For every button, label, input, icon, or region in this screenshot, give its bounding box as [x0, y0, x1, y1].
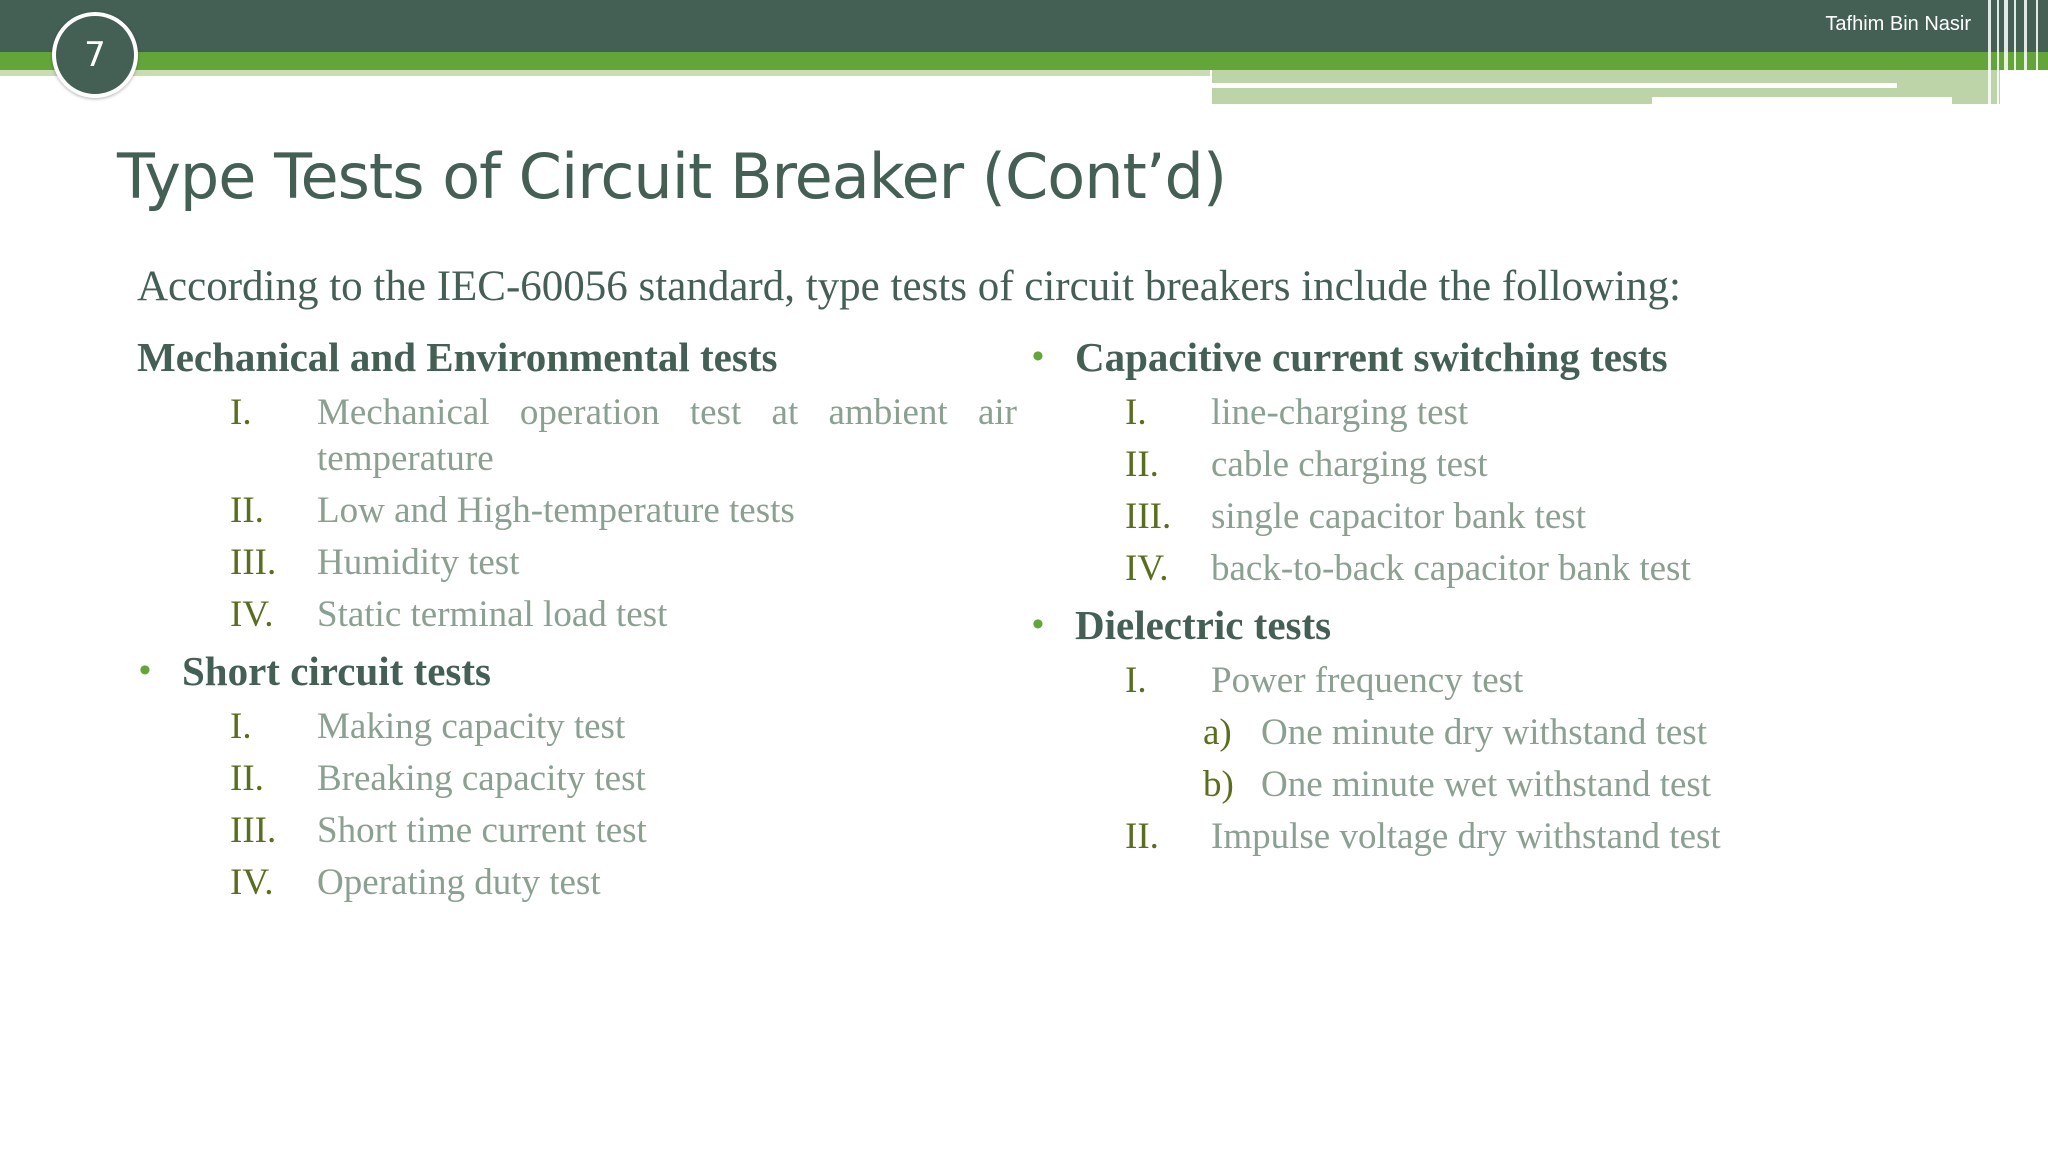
list-number: I.: [1125, 660, 1147, 701]
header-band-green: [0, 52, 2048, 70]
list-text: Breaking capacity test: [317, 758, 646, 799]
list-text: Low and High-temperature tests: [317, 490, 795, 531]
list-text: Mechanical operation test at ambient air temperature: [317, 392, 1017, 479]
list-item: [137, 808, 1017, 854]
header-vertical-line: [2004, 0, 2008, 104]
bullet-icon: •: [1032, 606, 1044, 643]
left-column: [137, 330, 1017, 912]
list-item: [137, 592, 1017, 638]
list-item: [137, 704, 1017, 750]
header-band-right-stripe: [1212, 83, 1897, 88]
header-vertical-line: [2024, 0, 2027, 104]
section-heading: [1030, 330, 1910, 384]
list-number: a): [1203, 712, 1232, 753]
list-item: [1030, 442, 1910, 488]
list-item: [1030, 390, 1910, 436]
list-text: back-to-back capacitor bank test: [1211, 548, 1691, 589]
list-item: [1030, 814, 1910, 860]
list-number: II.: [1125, 444, 1159, 485]
list-number: III.: [230, 810, 277, 851]
section-heading: Mechanical and Environmental tests: [137, 334, 778, 380]
bullet-icon: •: [1032, 338, 1044, 375]
list-number: II.: [230, 490, 264, 531]
list-number: I.: [230, 392, 252, 433]
section-heading-text: Short circuit tests: [182, 648, 491, 694]
section-heading-text: Dielectric tests: [1075, 602, 1332, 648]
list-text: One minute wet withstand test: [1261, 764, 1712, 805]
list-subitem: [1030, 710, 1910, 756]
bullet-icon: •: [139, 652, 151, 689]
list-number: IV.: [1125, 548, 1169, 589]
slide-title: Type Tests of Circuit Breaker (Cont’d): [117, 140, 1227, 213]
list-text: Power frequency test: [1211, 660, 1524, 701]
header-band-dark: [0, 0, 2048, 52]
list-number: III.: [1125, 496, 1172, 537]
list-item: [1030, 658, 1910, 704]
list-text: One minute dry withstand test: [1261, 712, 1707, 753]
section-heading: [1030, 598, 1910, 652]
list-text: Making capacity test: [317, 706, 626, 747]
list-number: IV.: [230, 594, 274, 635]
list-text: single capacitor bank test: [1211, 496, 1587, 537]
list-text: Operating duty test: [317, 862, 601, 903]
slide-number-badge: 7: [52, 12, 138, 98]
list-number: b): [1203, 764, 1234, 805]
header-vertical-line: [1997, 0, 1999, 104]
header-vertical-line: [2036, 0, 2038, 104]
list-text: Static terminal load test: [317, 594, 668, 635]
list-number: III.: [230, 542, 277, 583]
right-column: [1030, 330, 1910, 866]
list-item: [1030, 494, 1910, 540]
list-number: I.: [1125, 392, 1147, 433]
list-subitem: [1030, 762, 1910, 808]
header-vertical-line: [2014, 0, 2016, 104]
list-item: [1030, 546, 1910, 592]
list-text: Impulse voltage dry withstand test: [1211, 816, 1721, 857]
section-heading-text: Capacitive current switching tests: [1075, 334, 1668, 380]
author-name: Tafhim Bin Nasir: [1825, 13, 1971, 35]
header-band-right-stripe-2: [1652, 97, 1952, 104]
list-text: line-charging test: [1211, 392, 1469, 433]
list-item: [137, 860, 1017, 906]
list-number: II.: [230, 758, 264, 799]
list-item: [137, 390, 1017, 482]
list-item: [137, 488, 1017, 534]
list-number: II.: [1125, 816, 1159, 857]
list-item: [137, 756, 1017, 802]
list-number: I.: [230, 706, 252, 747]
header-band-light: [0, 70, 1210, 76]
intro-text: According to the IEC-60056 standard, type tests of circuit breakers include the following:: [137, 263, 1681, 310]
section-heading: [137, 644, 1017, 698]
list-number: IV.: [230, 862, 274, 903]
list-text: Humidity test: [317, 542, 520, 583]
list-text: cable charging test: [1211, 444, 1488, 485]
header-vertical-line: [1988, 0, 1991, 104]
list-text: Short time current test: [317, 810, 647, 851]
list-item: [137, 540, 1017, 586]
